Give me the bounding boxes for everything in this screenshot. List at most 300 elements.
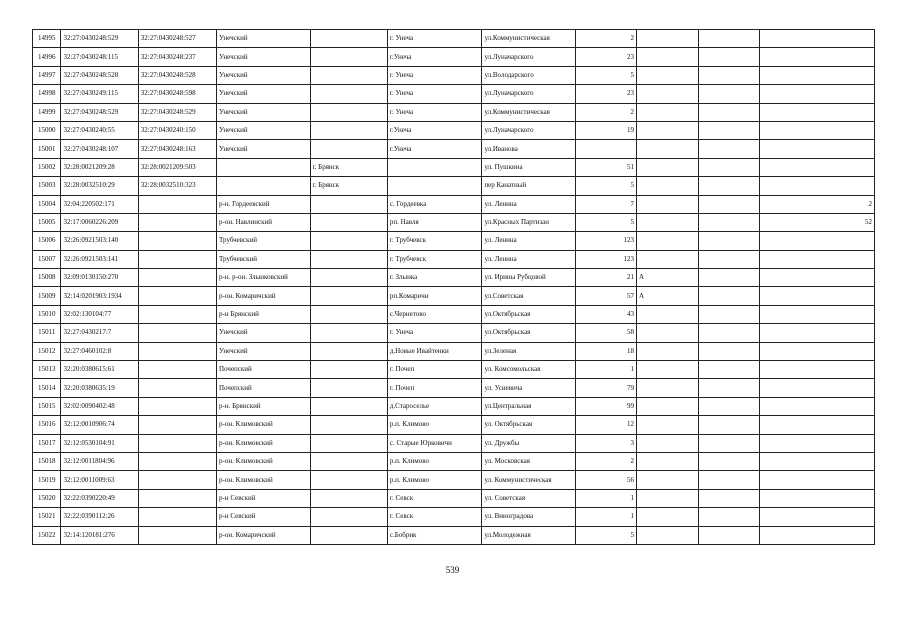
row-number-cell: 15005 — [33, 213, 61, 231]
city-locality-cell — [310, 66, 387, 84]
city-locality-cell — [310, 269, 387, 287]
street-cell: ул.Октябрьская — [482, 305, 576, 323]
parent-cadastral-number-cell — [138, 471, 216, 489]
street-cell: ул. Октябрьская — [482, 416, 576, 434]
building-letter-cell — [636, 508, 698, 526]
cadastral-number-cell: 32:12:0011009:63 — [61, 471, 138, 489]
street-cell: ул.Луначарского — [482, 85, 576, 103]
house-number-cell: 57 — [575, 287, 636, 305]
apartment-number-cell — [760, 103, 875, 121]
city-locality-cell — [310, 232, 387, 250]
parent-cadastral-number-cell — [138, 195, 216, 213]
table-row — [33, 361, 875, 379]
district-cell: Унечский — [217, 342, 311, 360]
parent-cadastral-number-cell — [138, 213, 216, 231]
city-locality-cell — [310, 287, 387, 305]
table-row — [33, 452, 875, 470]
settlement-cell: рп.Комаричи — [387, 287, 482, 305]
district-cell: Почепский — [217, 361, 311, 379]
district-cell: Унечский — [217, 30, 311, 48]
street-cell: ул. Московская — [482, 452, 576, 470]
district-cell: р-он. Климовский — [217, 452, 311, 470]
parent-cadastral-number-cell — [138, 305, 216, 323]
house-number-cell: 1 — [575, 361, 636, 379]
street-cell: ул. Коммунистическая — [482, 471, 576, 489]
apartment-number-cell — [760, 379, 875, 397]
settlement-cell: г. Унеча — [387, 30, 482, 48]
settlement-cell: г. Севск — [387, 489, 482, 507]
district-cell: Унечский — [217, 103, 311, 121]
table-row — [33, 526, 875, 544]
street-cell: ул.Иванова — [482, 140, 576, 158]
table-row — [33, 269, 875, 287]
parent-cadastral-number-cell — [138, 526, 216, 544]
building-letter-cell — [636, 305, 698, 323]
settlement-cell: г. Трубчевск — [387, 232, 482, 250]
extra-column-cell — [699, 48, 760, 66]
cadastral-number-cell: 32:02:0090402:48 — [61, 397, 138, 415]
row-number-cell: 15019 — [33, 471, 61, 489]
row-number-cell: 15001 — [33, 140, 61, 158]
building-letter-cell — [636, 121, 698, 139]
house-number-cell: 18 — [575, 342, 636, 360]
cadastral-number-cell: 32:27:0460102:8 — [61, 342, 138, 360]
row-number-cell: 15009 — [33, 287, 61, 305]
city-locality-cell — [310, 305, 387, 323]
table-row — [33, 508, 875, 526]
cadastral-number-cell: 32:27:0430248:528 — [61, 66, 138, 84]
table-row — [33, 48, 875, 66]
street-cell: ул. Ленина — [482, 250, 576, 268]
cadastral-number-cell: 32:20:0380635:19 — [61, 379, 138, 397]
street-cell: ул. Усиевича — [482, 379, 576, 397]
registry-table — [32, 29, 875, 545]
settlement-cell — [387, 158, 482, 176]
row-number-cell: 15003 — [33, 177, 61, 195]
extra-column-cell — [699, 66, 760, 84]
extra-column-cell — [699, 324, 760, 342]
extra-column-cell — [699, 103, 760, 121]
parent-cadastral-number-cell: 32:27:0430240:150 — [138, 121, 216, 139]
apartment-number-cell — [760, 324, 875, 342]
apartment-number-cell — [760, 416, 875, 434]
cadastral-number-cell: 32:27:0430248:115 — [61, 48, 138, 66]
street-cell: ул. Комсомольская — [482, 361, 576, 379]
row-number-cell: 15000 — [33, 121, 61, 139]
city-locality-cell — [310, 361, 387, 379]
building-letter-cell — [636, 48, 698, 66]
apartment-number-cell — [760, 305, 875, 323]
apartment-number-cell — [760, 121, 875, 139]
apartment-number-cell — [760, 434, 875, 452]
city-locality-cell — [310, 508, 387, 526]
building-letter-cell — [636, 213, 698, 231]
building-letter-cell — [636, 30, 698, 48]
table-row — [33, 287, 875, 305]
city-locality-cell — [310, 397, 387, 415]
building-letter-cell — [636, 324, 698, 342]
extra-column-cell — [699, 471, 760, 489]
city-locality-cell — [310, 489, 387, 507]
district-cell: р-н Севский — [217, 508, 311, 526]
cadastral-number-cell: 32:12:0530104:91 — [61, 434, 138, 452]
city-locality-cell — [310, 195, 387, 213]
cadastral-number-cell: 32:12:0010906:74 — [61, 416, 138, 434]
extra-column-cell — [699, 158, 760, 176]
settlement-cell — [387, 177, 482, 195]
city-locality-cell — [310, 526, 387, 544]
parent-cadastral-number-cell — [138, 452, 216, 470]
city-locality-cell — [310, 213, 387, 231]
house-number-cell: 5 — [575, 177, 636, 195]
extra-column-cell — [699, 434, 760, 452]
house-number-cell: 2 — [575, 452, 636, 470]
cadastral-number-cell: 32:20:0380615:61 — [61, 361, 138, 379]
row-number-cell: 15013 — [33, 361, 61, 379]
parent-cadastral-number-cell — [138, 397, 216, 415]
settlement-cell: д.Староселье — [387, 397, 482, 415]
parent-cadastral-number-cell: 32:27:0430248:527 — [138, 30, 216, 48]
building-letter-cell — [636, 85, 698, 103]
house-number-cell: 12 — [575, 416, 636, 434]
street-cell: ул.Зеленая — [482, 342, 576, 360]
parent-cadastral-number-cell — [138, 250, 216, 268]
parent-cadastral-number-cell — [138, 489, 216, 507]
table-row — [33, 434, 875, 452]
street-cell: ул. Виноградова — [482, 508, 576, 526]
district-cell: р-н Брянский — [217, 305, 311, 323]
settlement-cell: р.п. Климово — [387, 452, 482, 470]
parent-cadastral-number-cell — [138, 342, 216, 360]
apartment-number-cell — [760, 471, 875, 489]
extra-column-cell — [699, 361, 760, 379]
cadastral-number-cell: 32:09:0130150:270 — [61, 269, 138, 287]
settlement-cell: г. Злынка — [387, 269, 482, 287]
extra-column-cell — [699, 177, 760, 195]
street-cell: ул. Советская — [482, 489, 576, 507]
row-number-cell: 14999 — [33, 103, 61, 121]
city-locality-cell — [310, 434, 387, 452]
settlement-cell: г. Унеча — [387, 66, 482, 84]
district-cell: р-он. Климовский — [217, 416, 311, 434]
row-number-cell: 15020 — [33, 489, 61, 507]
settlement-cell: с.Бобрик — [387, 526, 482, 544]
table-row — [33, 140, 875, 158]
cadastral-number-cell: 32:28:0032510:29 — [61, 177, 138, 195]
table-row — [33, 324, 875, 342]
city-locality-cell — [310, 250, 387, 268]
district-cell: р-он. Комаричский — [217, 287, 311, 305]
house-number-cell: 23 — [575, 48, 636, 66]
registry-sheet — [32, 29, 875, 545]
cadastral-number-cell: 32:26:0921503:141 — [61, 250, 138, 268]
house-number-cell: 123 — [575, 250, 636, 268]
extra-column-cell — [699, 489, 760, 507]
street-cell: ул. Ленина — [482, 232, 576, 250]
extra-column-cell — [699, 416, 760, 434]
city-locality-cell — [310, 85, 387, 103]
cadastral-number-cell: 32:22:0390220:49 — [61, 489, 138, 507]
house-number-cell: 1 — [575, 489, 636, 507]
settlement-cell: р.п. Климово — [387, 416, 482, 434]
house-number-cell: 23 — [575, 85, 636, 103]
city-locality-cell — [310, 471, 387, 489]
cadastral-number-cell: 32:12:0011804:96 — [61, 452, 138, 470]
table-body — [33, 30, 875, 545]
parent-cadastral-number-cell — [138, 232, 216, 250]
district-cell: р-он. Климовский — [217, 471, 311, 489]
row-number-cell: 15018 — [33, 452, 61, 470]
extra-column-cell — [699, 213, 760, 231]
settlement-cell: г. Унеча — [387, 85, 482, 103]
settlement-cell: с. Гордеевка — [387, 195, 482, 213]
building-letter-cell — [636, 452, 698, 470]
settlement-cell: г.Унеча — [387, 140, 482, 158]
settlement-cell: г. Унеча — [387, 103, 482, 121]
table-row — [33, 379, 875, 397]
house-number-cell: 7 — [575, 195, 636, 213]
house-number-cell: 2 — [575, 30, 636, 48]
apartment-number-cell — [760, 250, 875, 268]
table-row — [33, 342, 875, 360]
apartment-number-cell — [760, 269, 875, 287]
cadastral-number-cell: 32:02:130104:77 — [61, 305, 138, 323]
extra-column-cell — [699, 452, 760, 470]
city-locality-cell — [310, 30, 387, 48]
settlement-cell: д.Новые Ивайтенки — [387, 342, 482, 360]
row-number-cell: 15021 — [33, 508, 61, 526]
district-cell: Унечский — [217, 324, 311, 342]
city-locality-cell — [310, 48, 387, 66]
settlement-cell: рп. Навля — [387, 213, 482, 231]
table-row — [33, 85, 875, 103]
cadastral-number-cell: 32:27:0430248:529 — [61, 103, 138, 121]
extra-column-cell — [699, 287, 760, 305]
building-letter-cell — [636, 195, 698, 213]
table-row — [33, 489, 875, 507]
parent-cadastral-number-cell — [138, 269, 216, 287]
apartment-number-cell — [760, 489, 875, 507]
district-cell: р-он. Навлинский — [217, 213, 311, 231]
row-number-cell: 15017 — [33, 434, 61, 452]
district-cell: р-н. р-он. Злынковский — [217, 269, 311, 287]
house-number-cell: 79 — [575, 379, 636, 397]
house-number-cell: 2 — [575, 103, 636, 121]
page-number: 539 — [445, 565, 460, 575]
parent-cadastral-number-cell: 32:27:0430248:528 — [138, 66, 216, 84]
extra-column-cell — [699, 195, 760, 213]
parent-cadastral-number-cell — [138, 416, 216, 434]
building-letter-cell — [636, 232, 698, 250]
house-number-cell: 51 — [575, 158, 636, 176]
row-number-cell: 14995 — [33, 30, 61, 48]
street-cell: ул. Ленина — [482, 195, 576, 213]
settlement-cell: г. Почеп — [387, 361, 482, 379]
table-row — [33, 471, 875, 489]
house-number-cell: 5 — [575, 213, 636, 231]
building-letter-cell — [636, 103, 698, 121]
district-cell: Унечский — [217, 121, 311, 139]
house-number-cell: 43 — [575, 305, 636, 323]
cadastral-number-cell: 32:04:220502:171 — [61, 195, 138, 213]
extra-column-cell — [699, 85, 760, 103]
building-letter-cell — [636, 250, 698, 268]
table-row — [33, 397, 875, 415]
house-number-cell: 56 — [575, 471, 636, 489]
house-number-cell — [575, 140, 636, 158]
table-row — [33, 416, 875, 434]
street-cell: ул.Октябрьская — [482, 324, 576, 342]
extra-column-cell — [699, 121, 760, 139]
cadastral-number-cell: 32:14:0201903:1934 — [61, 287, 138, 305]
building-letter-cell — [636, 361, 698, 379]
row-number-cell: 15012 — [33, 342, 61, 360]
settlement-cell: с.Чернетово — [387, 305, 482, 323]
district-cell: Унечский — [217, 140, 311, 158]
city-locality-cell — [310, 452, 387, 470]
apartment-number-cell — [760, 342, 875, 360]
parent-cadastral-number-cell: 32:27:0430248:529 — [138, 103, 216, 121]
settlement-cell: г. Почеп — [387, 379, 482, 397]
building-letter-cell — [636, 177, 698, 195]
house-number-cell: 19 — [575, 121, 636, 139]
settlement-cell: р.п. Климово — [387, 471, 482, 489]
row-number-cell: 15011 — [33, 324, 61, 342]
table-row — [33, 177, 875, 195]
city-locality-cell — [310, 379, 387, 397]
row-number-cell: 15010 — [33, 305, 61, 323]
house-number-cell: 3 — [575, 434, 636, 452]
apartment-number-cell: 52 — [760, 213, 875, 231]
table-row — [33, 158, 875, 176]
table-row — [33, 305, 875, 323]
city-locality-cell — [310, 324, 387, 342]
building-letter-cell — [636, 397, 698, 415]
parent-cadastral-number-cell: 32:28:0021209:503 — [138, 158, 216, 176]
cadastral-number-cell: 32:27:0430217:7 — [61, 324, 138, 342]
extra-column-cell — [699, 250, 760, 268]
city-locality-cell — [310, 416, 387, 434]
city-locality-cell — [310, 342, 387, 360]
parent-cadastral-number-cell — [138, 434, 216, 452]
district-cell: р-он. Комаричский — [217, 526, 311, 544]
house-number-cell: 58 — [575, 324, 636, 342]
parent-cadastral-number-cell: 32:27:0430248:163 — [138, 140, 216, 158]
row-number-cell: 15006 — [33, 232, 61, 250]
table-row — [33, 232, 875, 250]
cadastral-number-cell: 32:27:0430248:529 — [61, 30, 138, 48]
row-number-cell: 15022 — [33, 526, 61, 544]
row-number-cell: 14996 — [33, 48, 61, 66]
street-cell: ул. Пушкина — [482, 158, 576, 176]
apartment-number-cell — [760, 66, 875, 84]
street-cell: ул.Володарского — [482, 66, 576, 84]
table-row — [33, 213, 875, 231]
building-letter-cell — [636, 489, 698, 507]
street-cell: ул.Луначарского — [482, 48, 576, 66]
building-letter-cell: А — [636, 269, 698, 287]
extra-column-cell — [699, 379, 760, 397]
row-number-cell: 15016 — [33, 416, 61, 434]
extra-column-cell — [699, 508, 760, 526]
cadastral-number-cell: 32:17:0060226:209 — [61, 213, 138, 231]
house-number-cell: 5 — [575, 66, 636, 84]
apartment-number-cell — [760, 48, 875, 66]
district-cell: Трубчевский — [217, 250, 311, 268]
apartment-number-cell — [760, 452, 875, 470]
city-locality-cell: г. Брянск — [310, 158, 387, 176]
street-cell: ул.Красных Партизан — [482, 213, 576, 231]
row-number-cell: 15014 — [33, 379, 61, 397]
district-cell: р-н. Гордеевский — [217, 195, 311, 213]
street-cell: пер Канатный — [482, 177, 576, 195]
table-row — [33, 66, 875, 84]
settlement-cell: г. Трубчевск — [387, 250, 482, 268]
apartment-number-cell — [760, 526, 875, 544]
cadastral-number-cell: 32:27:0430249:115 — [61, 85, 138, 103]
row-number-cell: 15015 — [33, 397, 61, 415]
house-number-cell: 1 — [575, 508, 636, 526]
row-number-cell: 15004 — [33, 195, 61, 213]
extra-column-cell — [699, 30, 760, 48]
apartment-number-cell — [760, 177, 875, 195]
district-cell — [217, 177, 311, 195]
row-number-cell: 15007 — [33, 250, 61, 268]
district-cell: р-он. Климовский — [217, 434, 311, 452]
city-locality-cell: г. Брянск — [310, 177, 387, 195]
apartment-number-cell — [760, 287, 875, 305]
building-letter-cell — [636, 158, 698, 176]
apartment-number-cell — [760, 508, 875, 526]
parent-cadastral-number-cell — [138, 324, 216, 342]
building-letter-cell — [636, 471, 698, 489]
street-cell: ул.Молодежная — [482, 526, 576, 544]
extra-column-cell — [699, 305, 760, 323]
extra-column-cell — [699, 526, 760, 544]
street-cell: ул.Луначарского — [482, 121, 576, 139]
building-letter-cell — [636, 66, 698, 84]
extra-column-cell — [699, 232, 760, 250]
street-cell: ул. Дружбы — [482, 434, 576, 452]
building-letter-cell — [636, 526, 698, 544]
city-locality-cell — [310, 103, 387, 121]
building-letter-cell: А — [636, 287, 698, 305]
extra-column-cell — [699, 342, 760, 360]
cadastral-number-cell: 32:26:0921503:140 — [61, 232, 138, 250]
building-letter-cell — [636, 140, 698, 158]
cadastral-number-cell: 32:28:0021209:28 — [61, 158, 138, 176]
apartment-number-cell — [760, 397, 875, 415]
parent-cadastral-number-cell: 32:27:0430248:237 — [138, 48, 216, 66]
table-row — [33, 103, 875, 121]
settlement-cell: г. Унеча — [387, 324, 482, 342]
row-number-cell: 15002 — [33, 158, 61, 176]
street-cell: ул.Коммунистическая — [482, 30, 576, 48]
extra-column-cell — [699, 269, 760, 287]
row-number-cell: 15008 — [33, 269, 61, 287]
city-locality-cell — [310, 121, 387, 139]
apartment-number-cell — [760, 30, 875, 48]
parent-cadastral-number-cell — [138, 379, 216, 397]
extra-column-cell — [699, 140, 760, 158]
district-cell: Трубчевский — [217, 232, 311, 250]
building-letter-cell — [636, 416, 698, 434]
apartment-number-cell — [760, 85, 875, 103]
table-row — [33, 250, 875, 268]
apartment-number-cell — [760, 361, 875, 379]
row-number-cell: 14998 — [33, 85, 61, 103]
building-letter-cell — [636, 342, 698, 360]
